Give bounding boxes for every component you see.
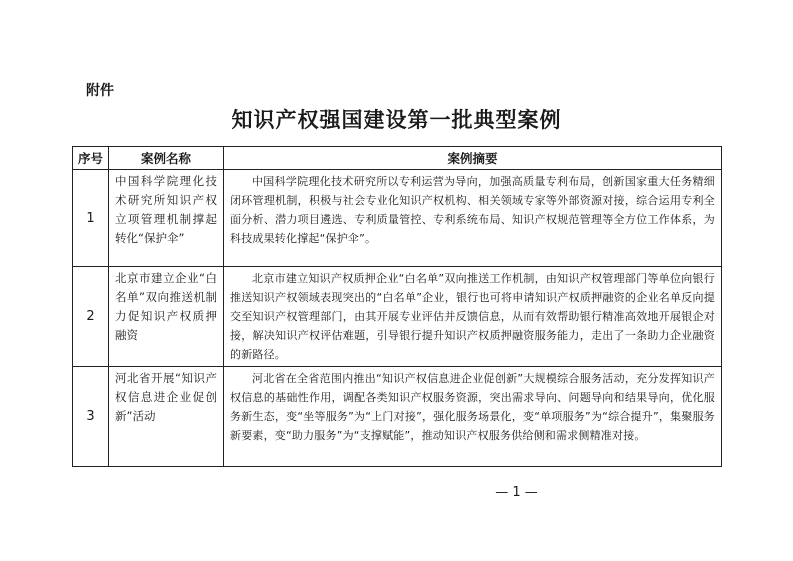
table-row — [73, 367, 722, 467]
header-no: 序号 — [73, 147, 109, 170]
document-title: 知识产权强国建设第一批典型案例 — [231, 107, 562, 132]
case-summary: 河北省在全省范围内推出“知识产权信息进企业促创新”大规模综合服务活动，充分发挥知识产权信息的基础性作用，调配各类知识产权服务资源，突出需求导向、问题导向和结果导向，优化服务新生态，变“坐等服务”为“上门对接”，强化服务场景化，变“单项服务”为“综合提升”，集聚服务新要素，变“助力服务”为“支撑赋能”，推动知识产权服务供给侧和需求侧精准对接。 — [224, 367, 722, 467]
header-case-summary: 案例摘要 — [224, 147, 722, 170]
case-name: 北京市建立企业“白名单”双向推送机制 力促知识产权质押融资 — [109, 267, 224, 367]
case-name: 中国科学院理化技术研究所知识产权立项管理机制撑起转化“保护伞” — [109, 170, 224, 267]
case-summary: 北京市建立知识产权质押企业“白名单”双向推送工作机制，由知识产权管理部门等单位向银行推送知识产权领域表现突出的“白名单”企业，银行也可将申请知识产权质押融资的企业名单反向提交至知识产权管理部门，由其开展专业评估并反馈信息，从而有效帮助银行精准高效地开展银企对接，解决知识产权评估难题，引导银行提升知识产权质押融资服务能力，走出了一条助力企业融资的新路径。 — [224, 267, 722, 367]
case-table — [72, 146, 722, 467]
attachment-label: 附件 — [86, 83, 114, 99]
case-name: 河北省开展“知识产权信息进企业促创新”活动 — [109, 367, 224, 467]
case-number: 1 — [73, 170, 109, 267]
page-number: — 1 — — [495, 485, 538, 500]
case-number: 3 — [73, 367, 109, 467]
table-row — [73, 267, 722, 367]
case-number: 2 — [73, 267, 109, 367]
table-row — [73, 170, 722, 267]
case-summary: 中国科学院理化技术研究所以专利运营为导向，加强高质量专利布局，创新国家重大任务精细闭环管理机制，积极与社会专业化知识产权机构、相关领域专家等外部资源对接，综合运用专利全面分析、潜力项目遴选、专利质量管控、专利系统布局、知识产权规范管理等全方位工作体系，为科技成果转化撑起“保护伞”。 — [224, 170, 722, 267]
header-case-name: 案例名称 — [109, 147, 224, 170]
table-header-row — [73, 147, 722, 170]
